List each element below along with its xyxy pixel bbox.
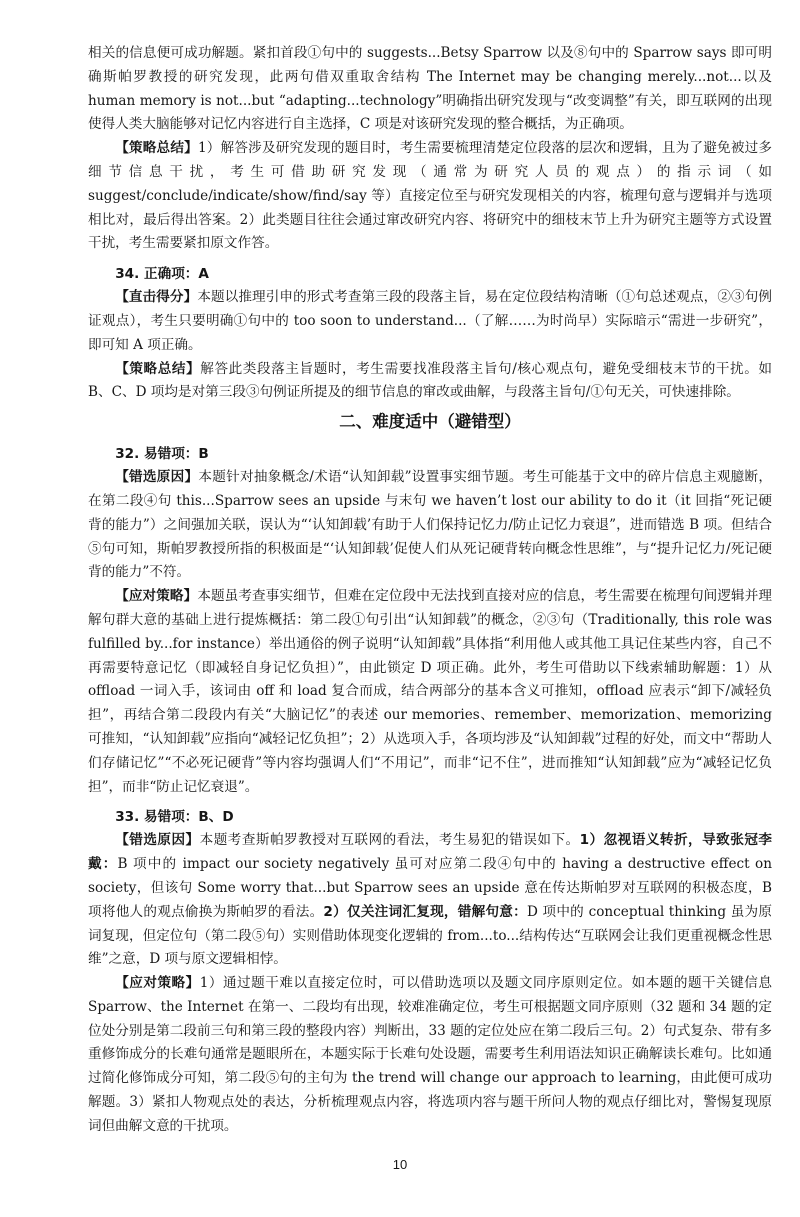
wrong-reason-tag: 【错选原因】 — [115, 832, 200, 849]
q32-reason-paragraph — [88, 466, 772, 585]
coping-strategy-tag: 【应对策略】 — [115, 975, 200, 992]
score-tag: 【直击得分】 — [115, 289, 198, 306]
strategy-summary-text: 1）解答涉及研究发现的题目时，考生需要梳理清楚定位段落的层次和逻辑，且为了避免被过多细节信息干扰，考生可借助研究发现（通常为研究人员的观点）的指示词（如 suggest/conclude/indicate/show/find/say 等）直接定位至与研究发现相关的内容，梳理句意与逻辑并与选项相比对，最后得出答案。2）此类题目往往会通过窜改研究内容、将研究中的细枝末节上升为研究主题等方式设置干扰，考生需要紧扣原文作答。 — [88, 140, 772, 252]
q32-heading: 32. 易错项：B — [115, 446, 209, 463]
page-number: 10 — [392, 1157, 408, 1172]
q33-reason-paragraph — [88, 829, 772, 972]
strategy-summary-33 — [88, 137, 772, 256]
coping-strategy-text: 本题虽考查事实细节，但难在定位段中无法找到直接对应的信息，考生需要在梳理句间逻辑并理解句群大意的基础上进行提炼概括：第二段①句引出“认知卸载”的概念，②③句（Traditionally, this role was fulfilled by...for instance）举出通俗的例子说明“认知卸载”具体指“利用他人或其他工具记住某些内容，自己不再需要特意记忆（即减轻自身记忆负担）”，由此锁定 D 项正确。此外，考生可借助以下线索辅助解题：1）从 offload 一词入手，该词由 off 和 load 复合而成，结合两部分的基本含义可推知，offload 应表示“卸下/减轻负担”，再结合第二段段内有关“大脑记忆”的表述 our memories、remember、memorization、memorizing 可推知，“认知卸载”应指向“减轻记忆负担”；2）从选项入手，各项均涉及“认知卸载”过程的好处，而文中“帮助人们存储记忆”“不必死记硬背”等内容均强调人们“不用记”，而非“记不住”，进而推知“认知卸载”应为“减轻记忆负担”，而非“防止记忆衰退”。 — [88, 588, 773, 795]
strategy-summary-tag: 【策略总结】 — [115, 360, 201, 377]
strategy-summary-text: 解答此类段落主旨题时，考生需要找准段落主旨句/核心观点句，避免受细枝末节的干扰。如 B、C、D 项均是对第三段③句例证所提及的细节信息的窜改或曲解，与段落主旨句/①句无关，可快速排除。 — [88, 360, 773, 401]
wrong-reason-tag: 【错选原因】 — [115, 469, 199, 486]
error-point-2-text: D 项中的 conceptual thinking 虽为原词复现，但定位句（第二段⑤句）实则借助体现变化逻辑的 from...to...结构传达“互联网会让我们更重视概念性思维”之意，D 项与原文逻辑相悖。 — [88, 903, 772, 968]
wrong-reason-text: 本题针对抽象概念/术语“认知卸载”设置事实细节题。考生可能基于文中的碎片信息主观臆断，在第二段④句 this...Sparrow sees an upside 与末句 we haven’t lost our ability to do it（it 回指“死记硬背的能力”）之间强加关联，误认为“‘认知卸载’有助于人们保持记忆力/防止记忆力衰退”，进而错选 B 项。但结合⑤句可知，斯帕罗教授所指的积极面是“‘认知卸载’促使人们从死记硬背转向概念性思维”，与“提升记忆力/死记硬背的能力”不符。 — [88, 469, 773, 581]
strategy-summary-tag: 【策略总结】 — [115, 140, 198, 157]
error-point-1: 1）忽视语义转折，导致张冠李戴： — [88, 832, 772, 873]
q34-strategy-paragraph — [88, 358, 772, 406]
q34-heading: 34. 正确项：A — [115, 266, 209, 283]
wrong-reason-lead: 本题考查斯帕罗教授对互联网的看法，考生易犯的错误如下。 — [199, 832, 580, 849]
coping-strategy-text: 1）通过题干难以直接定位时，可以借助选项以及题文同序原则定位。如本题的题干关键信息 Sparrow、the Internet 在第一、二段均有出现，较难准确定位，考生可根据题文同序原则（32 题和 34 题的定位处分别是第二段前三句和第三段的整段内容）判断出，33 题的定位处应在第二段后三句。2）句式复杂、带有多重修饰成分的长难句通常是题眼所在，本题实际于长难句处设题，需要考生利用语法知识正确解读长难句。比如通过简化修饰成分可知，第二段⑤句的主句为 the trend will change our approach to learning，由此便可成功解题。3）紧扣人物观点处的表达，分析梳理观点内容，将选项内容与题干所问人物的观点仔细比对，警惕复现原词但曲解文意的干扰项。 — [88, 975, 772, 1134]
q34-score-paragraph — [88, 286, 772, 357]
error-point-1-text: B 项中的 impact our society negatively 虽可对应第二段④句中的 having a destructive effect on society，但该句 Some worry that...but Sparrow sees an upside 意在传达斯帕罗对互联网的积极态度，B 项将他人的观点偷换为斯帕罗的看法。 — [88, 856, 772, 920]
error-point-2: 2）仅关注词汇复现，错解句意： — [323, 903, 528, 920]
intro-paragraph: 相关的信息便可成功解题。紧扣首段①句中的 suggests...Betsy Sparrow 以及⑧句中的 Sparrow says 即可明确斯帕罗教授的研究发现，此两句借双重取舍结构 The Internet may be changing merely...not...以及human memory is not...but “adapting...technology”明确指出研究发现与“改变调整”有关，即互联网的出现使得人类大脑能够对记忆内容进行自主选择，C 项是对该研究发现的整合概括，为正确项。 — [88, 45, 772, 133]
q33-strategy-paragraph — [88, 972, 772, 1139]
section-title: 二、难度适中（避错型） — [339, 412, 521, 432]
q33-heading: 33. 易错项：B、D — [115, 809, 234, 826]
q32-strategy-paragraph — [88, 585, 772, 799]
coping-strategy-tag: 【应对策略】 — [115, 588, 198, 605]
page-content — [88, 42, 772, 1139]
score-text: 本题以推理引申的形式考查第三段的段落主旨，易在定位段结构清晰（①句总述观点，②③句例证观点），考生只要明确①句中的 too soon to understand...（了解……为时尚早）实际暗示“需进一步研究”，即可知 A 项正确。 — [88, 289, 773, 353]
